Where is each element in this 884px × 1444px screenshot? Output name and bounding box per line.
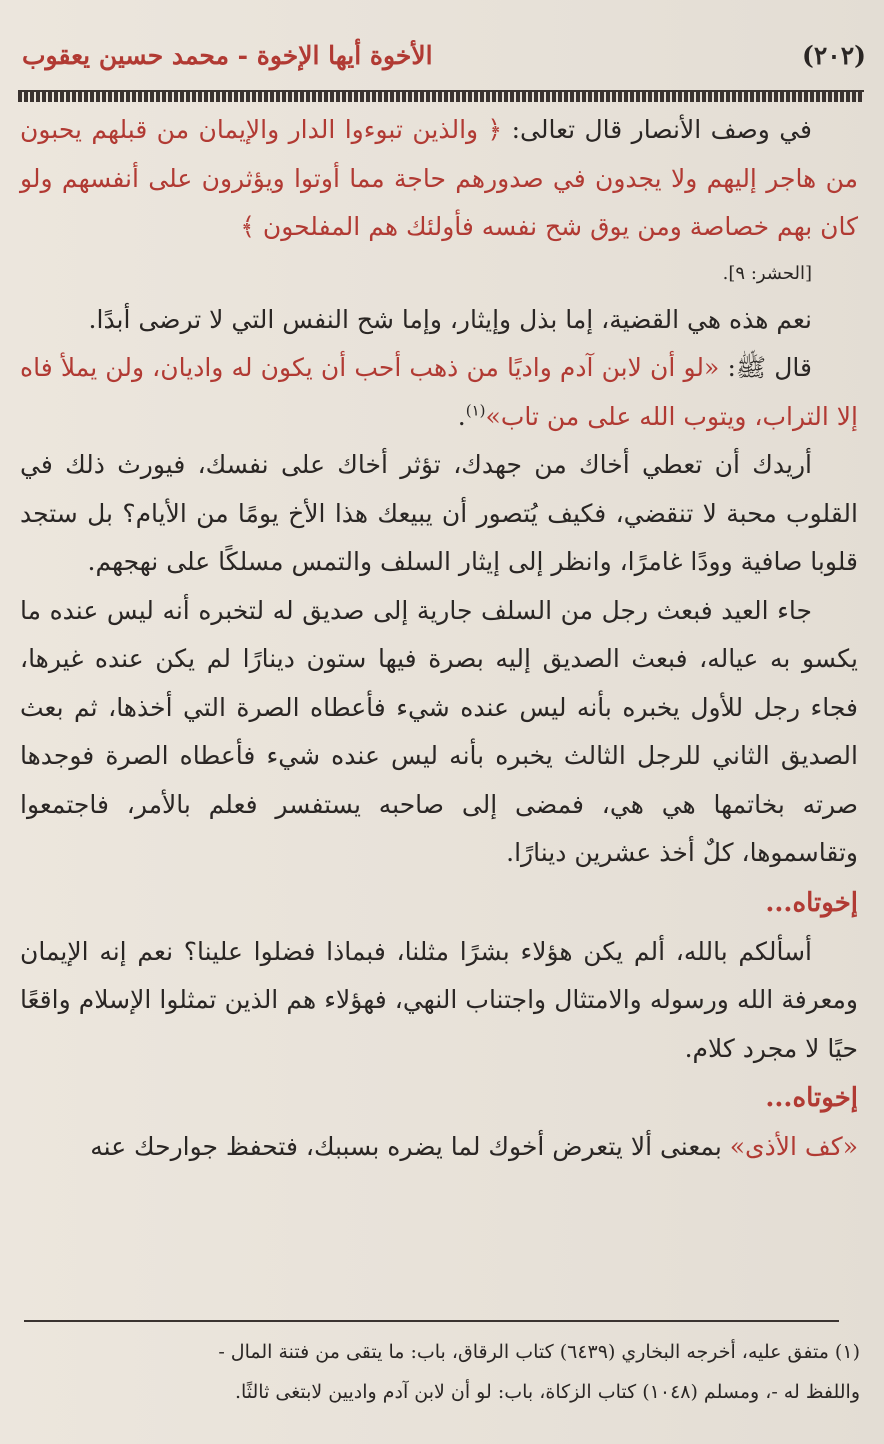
term-kaff-al-adha: «كف الأذى» [729, 1132, 858, 1161]
header-divider [18, 90, 864, 102]
paragraph-harm-text: بمعنى ألا يتعرض أخوك لما يضره بسببك، فتحفظ جوارحك عنه [90, 1132, 730, 1161]
footnote-divider [24, 1320, 839, 1322]
quran-verse: ﴿ والذين تبوءوا الدار والإيمان من قبلهم يحبون من هاجر إليهم ولا يجدون في صدورهم حاجة مما أوتوا ويؤثرون على أنفسهم ولو كان بهم خصاصة ومن يوق شح نفسه فأولئك هم المفلحون ﴾ [20, 115, 858, 241]
section-heading-1: إخوتاه... [765, 887, 858, 918]
paragraph-ask-a: أسألكم بالله، ألم يكن هؤلاء بشرًا مثلنا، فبماذا فضلوا علينا؟ نعم إنه الإيمان ومعرفة الله ورسوله والامتثال واجتناب النهي، [20, 936, 858, 1014]
verse-reference: [الحشر: ٩]. [722, 262, 812, 284]
paragraph-ask-b: فهؤلاء هم الذين تمثلوا الإسلام واقعًا حيًا لا مجرد كلام. [20, 985, 858, 1063]
footnote-marker: (١) [465, 401, 486, 420]
running-title: الأخوة أيها الإخوة - محمد حسين يعقوب [22, 40, 433, 70]
footnote-line-1: (١) متفق عليه، أخرجه البخاري (٦٤٣٩) كتاب الرقاق، باب: ما يتقى من فتنة المال - [218, 1341, 860, 1363]
section-heading-2: إخوتاه... [765, 1083, 858, 1113]
footnotes [18, 1332, 860, 1412]
page-number: (٢٠٢) [802, 40, 866, 70]
paragraph-issue: نعم هذه هي القضية، إما بذل وإيثار، وإما شح النفس التي لا ترضى أبدًا. [88, 304, 812, 334]
footnote-line-2: واللفظ له -، ومسلم (١٠٤٨) كتاب الزكاة، باب: لو أن لابن آدم واديين لابتغى ثالثًا. [234, 1381, 860, 1403]
hadith-text: «لو أن لابن آدم واديًا من ذهب أحب أن يكون له واديان، ولن يملأ فاه إلا التراب، ويتوب الله على من تاب» [20, 353, 858, 431]
paragraph-ansar [20, 106, 858, 296]
page-header [22, 30, 866, 80]
paragraph-story: جاء العيد فبعث رجل من السلف جارية إلى صديق له لتخبره أنه ليس عنده ما يكسو به عياله، فبعث الصديق إليه بصرة فيها ستون دينارًا لم يكن عنده غيرها، فجاء رجل للأول يخبره بأنه ليس عنده شيء فأعطاه الصرة التي أخذها، ثم بعث الصديق الثاني للرجل الثالث يخبره بأنه ليس عنده شيء فأعطاه الصرة فوجدها صرته بخاتمها هي هي، فمضى إلى صاحبه يستفسر فعلم بالأمر، فاجتمعوا وتقاسموها، كلٌ أخذ عشرين دينارًا. [20, 595, 858, 867]
paragraph-give: أريدك أن تعطي أخاك من جهدك، تؤثر أخاك على نفسك، فيورث ذلك في القلوب محبة لا تنقضي، فكيف يُتصور أن يبيعك هذا الأخ يومًا من الأيام؟ بل ستجد قلوبا صافية وودًا غامرًا، وانظر إلى إيثار السلف والتمس مسلكًا على نهجهم. [20, 450, 858, 576]
hadith-end: . [457, 401, 466, 431]
paragraph-intro: في وصف الأنصار قال تعالى: [502, 115, 812, 144]
hadith-intro: قال ﷺ: [719, 353, 812, 382]
paragraph-ask [20, 928, 858, 1074]
body-text [20, 106, 858, 1172]
paragraph-harm [20, 1123, 858, 1172]
paragraph-hadith [20, 344, 858, 441]
